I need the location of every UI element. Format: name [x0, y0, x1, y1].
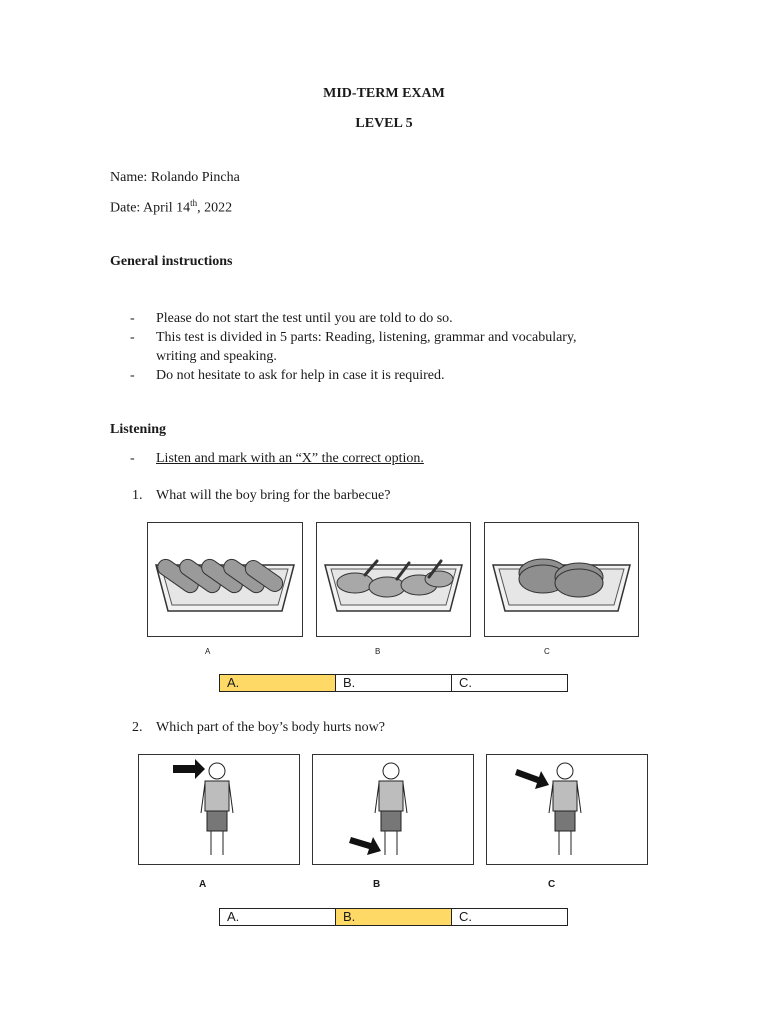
chicken-legs-tray-image — [316, 522, 471, 637]
list-item — [110, 366, 670, 385]
image-label-c: C — [548, 879, 556, 890]
student-name: Name: Rolando Pincha — [110, 170, 240, 185]
date-suffix: , 2022 — [197, 200, 233, 216]
list-item-continued — [110, 347, 670, 366]
exam-date — [110, 198, 232, 217]
image-label-b: B — [375, 647, 381, 656]
exam-title: MID-TERM EXAM — [323, 86, 445, 101]
question-text: What will the boy bring for the barbecue? — [156, 488, 391, 503]
instruction-text: Listen and mark with an “X” the correct option. — [156, 451, 424, 466]
list-item-text: writing and speaking. — [156, 349, 277, 364]
date-sup: th — [190, 198, 198, 208]
question-number: 1. — [132, 488, 143, 503]
option-c-cell[interactable]: C. — [452, 909, 568, 926]
bullet-dash: - — [130, 451, 135, 466]
image-label-a: A — [205, 647, 211, 656]
list-item-text: This test is divided in 5 parts: Reading, listening, grammar and vocabulary, — [156, 330, 577, 345]
image-label-a: A — [199, 879, 207, 890]
list-item-text: Please do not start the test until you are told to do so. — [156, 311, 453, 326]
listening-heading: Listening — [110, 422, 167, 437]
image-label-b: B — [373, 879, 381, 890]
list-item — [110, 328, 670, 347]
bullet-dash: - — [130, 311, 135, 326]
boy-arrow-leg-image — [312, 754, 474, 865]
bullet-dash: - — [130, 330, 135, 345]
answer-table-q2 — [219, 908, 568, 926]
boy-arrow-arm-image — [486, 754, 648, 865]
list-item-text: Do not hesitate to ask for help in case it is required. — [156, 368, 445, 383]
question-1 — [110, 488, 390, 504]
boy-arrow-head-image — [138, 754, 300, 865]
option-a-cell[interactable]: A. — [220, 909, 336, 926]
burger-patties-tray-image — [484, 522, 639, 637]
option-c-cell[interactable]: C. — [452, 675, 568, 692]
bullet-dash: - — [130, 368, 135, 383]
image-label-c: C — [544, 647, 550, 656]
exam-level: LEVEL 5 — [355, 116, 413, 131]
sausages-tray-image — [147, 522, 303, 637]
question-number: 2. — [132, 720, 143, 735]
question-text: Which part of the boy’s body hurts now? — [156, 720, 386, 735]
option-a-cell[interactable]: A. — [220, 675, 336, 692]
answer-table-q1 — [219, 674, 568, 692]
date-prefix: Date: April 14 — [110, 200, 191, 216]
option-b-cell[interactable]: B. — [336, 909, 452, 926]
general-list — [110, 309, 670, 385]
general-heading: General instructions — [110, 254, 233, 269]
list-item — [110, 309, 670, 328]
question-2 — [110, 720, 385, 736]
listening-instruction — [110, 451, 424, 467]
option-b-cell[interactable]: B. — [336, 675, 452, 692]
